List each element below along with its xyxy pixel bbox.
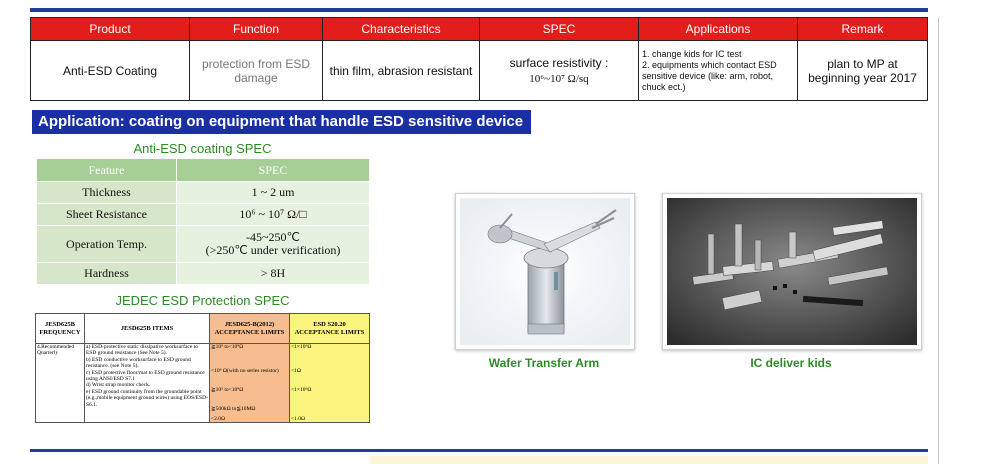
- feature-value: 10⁶ ~ 10⁷ Ω/□: [177, 204, 370, 226]
- header-function: Function: [190, 18, 323, 41]
- cell-function: protection from ESD damage: [190, 41, 323, 101]
- header-spec: SPEC: [480, 18, 639, 41]
- ic-deliver-kids-photo: [662, 193, 922, 350]
- table-row: [31, 41, 928, 101]
- header-product: Product: [31, 18, 190, 41]
- wafer-transfer-arm-caption: Wafer Transfer Arm: [488, 356, 600, 370]
- jedec-item-e: e) ESD ground continuity from the groundable point (e.g.,mobile equipment ground wires) using EOS/ESD-S6.1.: [86, 388, 208, 408]
- cell-product: Anti-ESD Coating: [31, 41, 190, 101]
- product-table-header: [31, 18, 928, 41]
- feature-label: Hardness: [37, 263, 177, 285]
- feature-value-line-2: (>250℃ under verification): [205, 243, 341, 257]
- b2012-limit-a: ≧10⁶ to<10⁹Ω: [211, 344, 244, 350]
- applications-line-2: 2. equipments which contact ESD sensitive device (like: arm, robot, chuck ect.): [642, 59, 777, 92]
- ic-deliver-kids-image: [663, 194, 921, 349]
- b2012-limit-b: <10⁶ Ω(with no series resistor): [211, 368, 279, 374]
- feature-label: Sheet Resistance: [37, 204, 177, 226]
- jedec-header-frequency: JESD625B FREQUENCY: [36, 314, 85, 344]
- wafer-transfer-arm-photo: [455, 193, 635, 350]
- b2012-limit-c: ≧10⁵ to<10⁹Ω: [211, 387, 244, 393]
- jedec-table-frame: [33, 311, 371, 464]
- header-characteristics: Characteristics: [323, 18, 480, 41]
- jedec-items: [85, 344, 210, 423]
- jedec-table: [35, 313, 370, 423]
- anti-esd-spec-table: [36, 158, 370, 285]
- jedec-frequency: 4.Recommended Quarterly: [36, 344, 85, 423]
- cell-applications: [639, 41, 798, 101]
- spec-header-spec: SPEC: [177, 159, 370, 182]
- bottom-band: [370, 456, 928, 464]
- jedec-item-a: a) ESD-protective static dissipative worksurface to ESD ground resistance (See Note 5).: [86, 344, 198, 357]
- feature-value: [177, 226, 370, 263]
- jedec-header-items: JESD625B ITEMS: [85, 314, 210, 344]
- s2020-limit-a: <1×10⁹Ω: [291, 344, 312, 350]
- ic-deliver-kids-caption: IC deliver kids: [750, 356, 832, 370]
- jedec-header-b2012: JESD625-B(2012) ACCEPTANCE LIMITS: [210, 314, 290, 344]
- feature-label: Thickness: [37, 182, 177, 204]
- feature-value: > 8H: [177, 263, 370, 285]
- jedec-b2012-limits: [210, 344, 290, 423]
- jedec-s2020-limits: [290, 344, 370, 423]
- spec-table-title: Anti-ESD coating SPEC: [133, 141, 272, 156]
- wafer-transfer-arm-image: [456, 194, 634, 349]
- feature-value-line-1: -45~250℃: [246, 230, 300, 244]
- jedec-table-title: JEDEC ESD Protection SPEC: [115, 293, 290, 308]
- cell-spec: [480, 41, 639, 101]
- page-edge-line: [938, 18, 939, 464]
- bottom-rule: [30, 449, 928, 452]
- table-row: [37, 204, 370, 226]
- jedec-item-b: b) ESD conductive worksurface to ESD ground resistance. (see Note 5).: [86, 356, 191, 370]
- feature-label: Operation Temp.: [37, 226, 177, 263]
- applications-line-1: 1. change kids for IC test: [642, 48, 742, 59]
- spec-line-2: 10⁶~10⁷ Ω/sq: [529, 73, 589, 85]
- table-row: [37, 182, 370, 204]
- table-row: [37, 263, 370, 285]
- b2012-limit-d: ≧500kΩ to≦10MΩ: [211, 406, 256, 412]
- header-remark: Remark: [798, 18, 928, 41]
- jedec-item-c: c) ESD protective floor/mat to ESD ground resistance using ANSI/ESD S7.1: [86, 369, 205, 383]
- spec-line-1: surface resistivity :: [509, 56, 609, 70]
- table-row: [37, 226, 370, 263]
- application-banner: Application: coating on equipment that handle ESD sensitive device: [32, 110, 531, 134]
- s2020-limit-e: <1.0Ω: [291, 416, 306, 422]
- b2012-limit-e: <2.0Ω: [211, 416, 226, 422]
- header-applications: Applications: [639, 18, 798, 41]
- cell-characteristics: thin film, abrasion resistant: [323, 41, 480, 101]
- s2020-limit-b: <1Ω: [291, 368, 301, 374]
- jedec-header-s2020: ESD S20.20 ACCEPTANCE LIMITS: [290, 314, 370, 344]
- s2020-limit-c: <1×10⁹Ω: [291, 387, 312, 393]
- spec-header-feature: Feature: [37, 159, 177, 182]
- s2020-limit-d: [291, 406, 368, 416]
- cell-remark: plan to MP at beginning year 2017: [798, 41, 928, 101]
- table-row: [36, 344, 370, 423]
- top-rule: [30, 8, 928, 12]
- jedec-item-d: d) Wrist strap monitor check.: [86, 382, 151, 389]
- product-table: [30, 17, 928, 101]
- feature-value: 1 ~ 2 um: [177, 182, 370, 204]
